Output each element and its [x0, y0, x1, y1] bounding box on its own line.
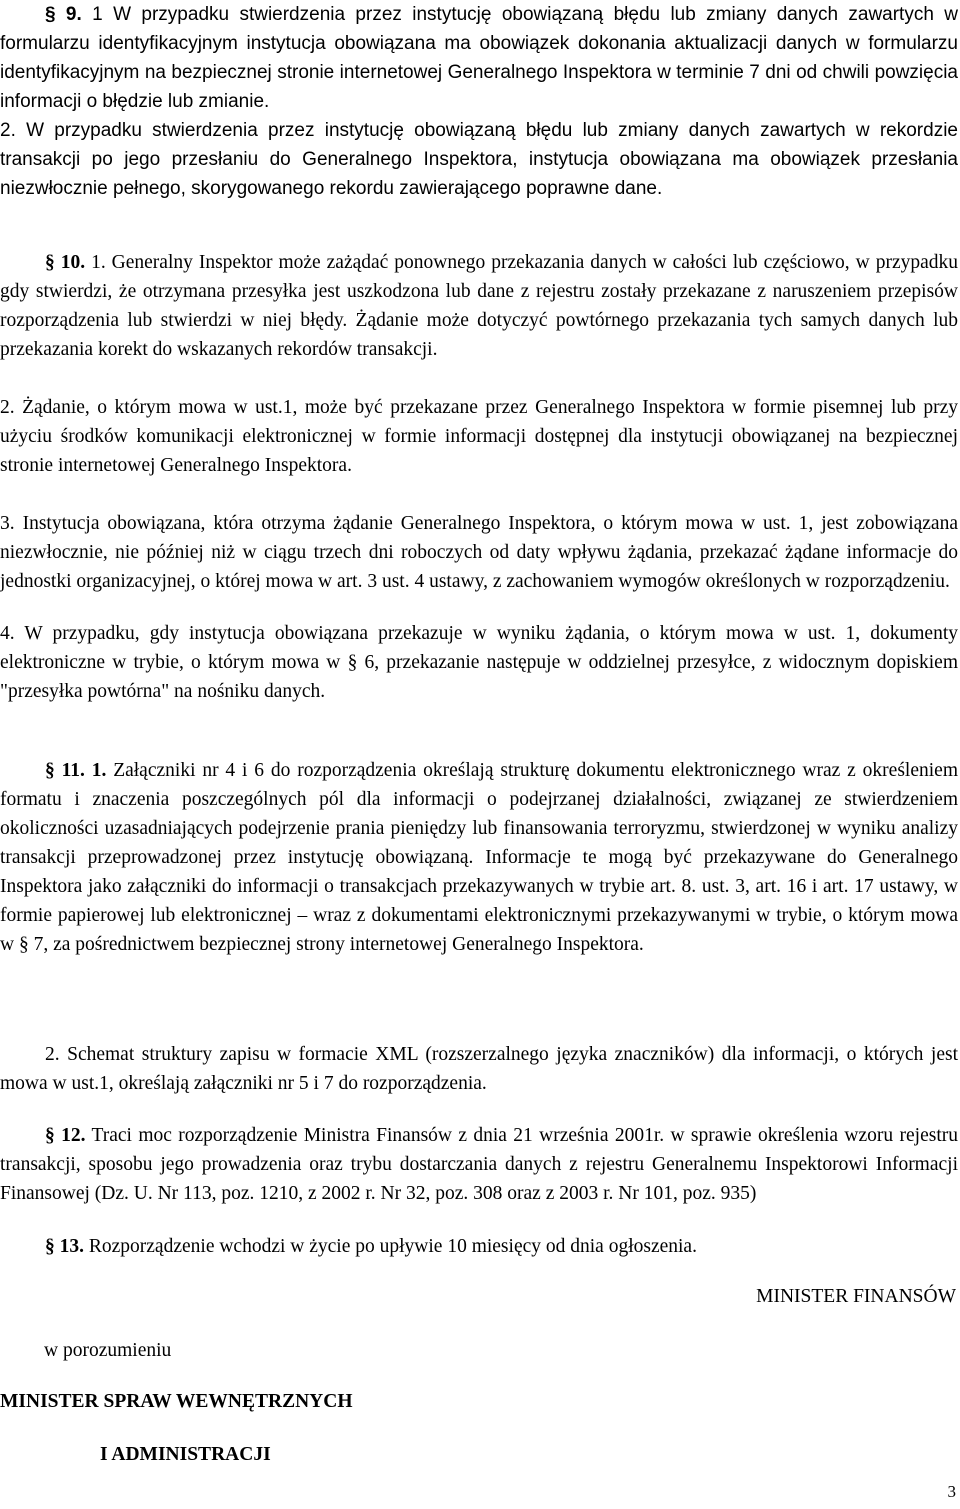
section-12-paragraph [0, 1121, 958, 1208]
signature-minister-finansow: MINISTER FINANSÓW [756, 1286, 956, 1307]
section-13-paragraph [0, 1232, 958, 1261]
section-9-text-1: 1 W przypadku stwierdzenia przez instytucję obowiązaną błędu lub zmiany danych zawartych w formularzu identyfikacyjnym instytucja obowiązana ma obowiązek dokonania aktualizacji danych w formularzu identyfikacyjnym na bezpiecznej stronie internetowej Generalnego Inspektora w terminie 7 dni od chwili powzięcia informacji o błędzie lub zmianie. [0, 4, 958, 112]
section-9-text-2: 2. W przypadku stwierdzenia przez instytucję obowiązaną błędu lub zmiany danych zawartych w rekordzie transakcji po jego przesłaniu do Generalnego Inspektora, instytucja obowiązana ma obowiązek przesłania niezwłocznie pełnego, skorygowanego rekordu zawierającego poprawne dane. [0, 120, 958, 199]
section-13-text: Rozporządzenie wchodzi w życie po upływie 10 miesięcy od dnia ogłoszenia. [88, 1236, 697, 1257]
signature-minister-msw-line-1: MINISTER SPRAW WEWNĘTRZNYCH [0, 1391, 353, 1412]
page-number: 3 [947, 1482, 956, 1501]
section-12-mark: § 12. [45, 1125, 86, 1146]
section-11-paragraph-2 [0, 1040, 958, 1098]
section-10-paragraph-3 [0, 509, 958, 596]
section-10-text-2: 2. Żądanie, o którym mowa w ust.1, może być przekazane przez Generalnego Inspektora w formie pisemnej lub przy użyciu środków komunikacji elektronicznej w formie informacji dostępnej dla instytucji obowiązanej na bezpiecznej stronie internetowej Generalnego Inspektora. [0, 397, 958, 476]
section-9-paragraph-1 [0, 0, 958, 116]
section-10-text-4: 4. W przypadku, gdy instytucja obowiązana przekazuje w wyniku żądania, o którym mowa w ust. 1, dokumenty elektroniczne w trybie, o którym mowa w § 6, przekazanie następuje w oddzielnej przesyłce, z widocznym dopiskiem "przesyłka powtórna" na nośniku danych. [0, 623, 958, 702]
section-10-paragraph-4 [0, 619, 958, 706]
section-11-text-1: Załączniki nr 4 i 6 do rozporządzenia określają strukturę dokumentu elektronicznego wraz z określeniem formatu i znaczenia poszczególnych pól dla informacji o podejrzanej działalności, związanej ze stwierdzeniem okoliczności uzasadniających podejrzenie prania pieniędzy lub finansowania terroryzmu, stwierdzonej w wyniku analizy transakcji przeprowadzonej przez instytucję obowiązaną. Informacje te mogą być przekazywane do Generalnego Inspektora jako załączniki do informacji o transakcjach przekazywanych w trybie art. 8. ust. 3, art. 16 i art. 17 ustawy, w formie papierowej lub elektronicznej – wraz z dokumentami elektronicznymi przekazywanymi w trybie, o którym mowa w § 7, za pośrednictwem bezpiecznej strony internetowej Generalnego Inspektora. [0, 760, 958, 955]
section-10-mark: § 10. [45, 252, 86, 273]
section-11-mark: § 11. 1. [45, 760, 107, 781]
section-10-paragraph-1 [0, 248, 958, 364]
section-11-text-2: 2. Schemat struktury zapisu w formacie XML (rozszerzalnego języka znaczników) dla informacji, o których jest mowa w ust.1, określają załączniki nr 5 i 7 do rozporządzenia. [0, 1044, 958, 1094]
section-9-paragraph-2 [0, 116, 958, 203]
signature-minister-msw-line-2: I ADMINISTRACJI [100, 1444, 271, 1465]
section-11-paragraph-1 [0, 756, 958, 959]
section-13-mark: § 13. [45, 1236, 84, 1257]
section-12-text: Traci moc rozporządzenie Ministra Finansów z dnia 21 września 2001r. w sprawie określenia wzoru rejestru transakcji, sposobu jego prowadzenia oraz trybu dostarczania danych z rejestru Generalnemu Inspektorowi Informacji Finansowej (Dz. U. Nr 113, poz. 1210, z 2002 r. Nr 32, poz. 308 oraz z 2003 r. Nr 101, poz. 935) [0, 1125, 959, 1204]
section-10-text-1: 1. Generalny Inspektor może zażądać ponownego przekazania danych w całości lub częściowo, w przypadku gdy stwierdzi, że otrzymana przesyłka jest uszkodzona lub dane z rejestru zostały przekazane z naruszeniem przepisów rozporządzenia lub stwierdzi w niej błędy. Żądanie może dotyczyć powtórnego przekazania tych samych danych lub przekazania korekt do wskazanych rekordów transakcji. [0, 252, 959, 360]
section-10-text-3: 3. Instytucja obowiązana, która otrzyma żądanie Generalnego Inspektora, o którym mowa w ust. 1, jest zobowiązana niezwłocznie, nie później niż w ciągu trzech dni roboczych od daty wpływu żądania, przekazać żądane informacje do jednostki organizacyjnej, o której mowa w art. 3 ust. 4 ustawy, z zachowaniem wymogów określonych w rozporządzeniu. [0, 513, 958, 592]
signature-w-porozumieniu: w porozumieniu [44, 1340, 172, 1361]
section-9-mark: § 9. [45, 4, 82, 25]
section-10-paragraph-2 [0, 393, 958, 480]
